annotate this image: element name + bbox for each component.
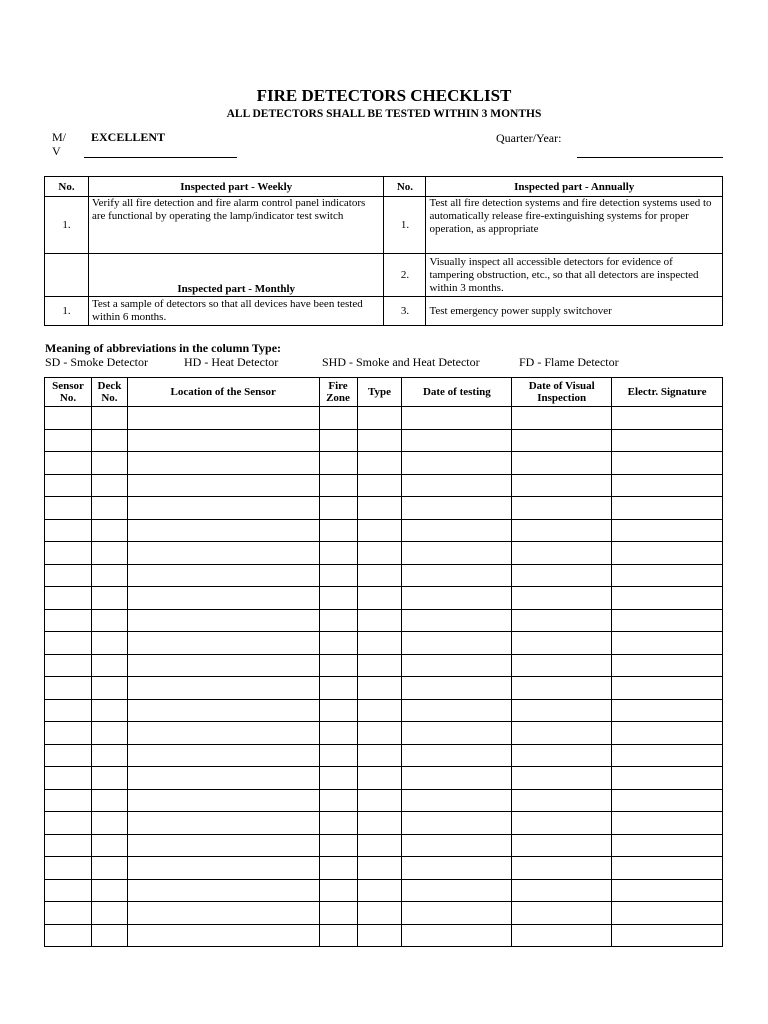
abbreviation-hd: HD - Heat Detector xyxy=(184,355,279,369)
table-cell[interactable] xyxy=(319,699,357,722)
table-cell[interactable] xyxy=(127,924,319,947)
abbreviations-title: Meaning of abbreviations in the column Type: xyxy=(45,341,282,355)
table-row xyxy=(45,767,723,790)
table-cell[interactable] xyxy=(402,609,512,632)
table-cell[interactable] xyxy=(45,924,92,947)
col-date-visual: Date of Visual Inspection xyxy=(512,378,612,407)
annual-item-no: 2. xyxy=(384,254,426,297)
table-cell[interactable] xyxy=(45,789,92,812)
table-cell[interactable] xyxy=(357,677,402,700)
table-cell[interactable] xyxy=(319,789,357,812)
table-cell[interactable] xyxy=(127,744,319,767)
table-cell[interactable] xyxy=(402,519,512,542)
table-cell[interactable] xyxy=(512,879,612,902)
col-signature: Electr. Signature xyxy=(612,378,723,407)
table-cell[interactable] xyxy=(127,699,319,722)
table-cell[interactable] xyxy=(357,497,402,520)
table-cell[interactable] xyxy=(319,744,357,767)
table-cell[interactable] xyxy=(402,677,512,700)
table-cell[interactable] xyxy=(91,587,127,610)
table-cell[interactable] xyxy=(512,722,612,745)
vessel-name-line xyxy=(84,157,237,158)
table-cell[interactable] xyxy=(357,812,402,835)
table-cell[interactable] xyxy=(45,902,92,925)
table-cell[interactable] xyxy=(402,407,512,430)
table-cell[interactable] xyxy=(402,744,512,767)
table-cell[interactable] xyxy=(402,452,512,475)
table-cell[interactable] xyxy=(357,632,402,655)
table-cell[interactable] xyxy=(402,924,512,947)
table-cell[interactable] xyxy=(45,609,92,632)
table-cell[interactable] xyxy=(127,834,319,857)
table-cell[interactable] xyxy=(612,902,723,925)
table-cell[interactable] xyxy=(45,677,92,700)
table-cell[interactable] xyxy=(402,587,512,610)
table-cell[interactable] xyxy=(512,632,612,655)
table-cell[interactable] xyxy=(91,429,127,452)
table-cell[interactable] xyxy=(512,519,612,542)
table-row xyxy=(45,857,723,880)
table-cell[interactable] xyxy=(357,857,402,880)
monthly-item-no: 1. xyxy=(45,297,89,326)
table-cell[interactable] xyxy=(127,812,319,835)
table-cell[interactable] xyxy=(402,789,512,812)
weekly-item-text: Verify all fire detection and fire alarm control panel indicators are functional by operating the lamp/indicator test switch xyxy=(88,197,384,254)
table-row xyxy=(45,407,723,430)
table-cell[interactable] xyxy=(512,452,612,475)
table-cell[interactable] xyxy=(357,407,402,430)
table-cell[interactable] xyxy=(512,699,612,722)
table-cell[interactable] xyxy=(402,879,512,902)
weekly-header: Inspected part - Weekly xyxy=(88,177,384,197)
table-cell[interactable] xyxy=(127,857,319,880)
table-cell[interactable] xyxy=(402,722,512,745)
table-cell[interactable] xyxy=(612,609,723,632)
table-cell[interactable] xyxy=(91,722,127,745)
table-cell[interactable] xyxy=(127,609,319,632)
table-cell[interactable] xyxy=(402,632,512,655)
table-cell[interactable] xyxy=(357,767,402,790)
table-cell[interactable] xyxy=(612,542,723,565)
table-cell[interactable] xyxy=(91,452,127,475)
table-cell[interactable] xyxy=(127,722,319,745)
table-cell[interactable] xyxy=(612,699,723,722)
table-cell[interactable] xyxy=(45,767,92,790)
table-cell[interactable] xyxy=(612,677,723,700)
table-row xyxy=(45,789,723,812)
table-cell[interactable] xyxy=(357,564,402,587)
table-cell[interactable] xyxy=(512,407,612,430)
table-cell[interactable] xyxy=(127,789,319,812)
monthly-header-no-cell xyxy=(45,254,89,297)
table-cell[interactable] xyxy=(512,429,612,452)
table-cell[interactable] xyxy=(91,564,127,587)
inspection-table xyxy=(44,176,723,326)
table-cell[interactable] xyxy=(127,654,319,677)
table-cell[interactable] xyxy=(127,452,319,475)
table-cell[interactable] xyxy=(612,789,723,812)
table-cell[interactable] xyxy=(357,519,402,542)
table-cell[interactable] xyxy=(127,879,319,902)
table-cell[interactable] xyxy=(512,789,612,812)
table-cell[interactable] xyxy=(91,519,127,542)
table-cell[interactable] xyxy=(91,677,127,700)
table-cell[interactable] xyxy=(512,924,612,947)
table-cell[interactable] xyxy=(45,654,92,677)
table-row xyxy=(45,722,723,745)
table-cell[interactable] xyxy=(402,857,512,880)
table-cell[interactable] xyxy=(612,429,723,452)
table-cell[interactable] xyxy=(357,924,402,947)
table-cell[interactable] xyxy=(127,519,319,542)
table-row xyxy=(45,474,723,497)
table-cell[interactable] xyxy=(91,924,127,947)
table-cell[interactable] xyxy=(45,497,92,520)
table-cell[interactable] xyxy=(612,812,723,835)
table-cell[interactable] xyxy=(319,542,357,565)
table-cell[interactable] xyxy=(612,834,723,857)
table-row xyxy=(45,587,723,610)
table-cell[interactable] xyxy=(612,767,723,790)
col-no-annual: No. xyxy=(384,177,426,197)
monthly-item-text: Test a sample of detectors so that all devices have been tested within 6 months. xyxy=(88,297,384,326)
table-cell[interactable] xyxy=(612,474,723,497)
table-cell[interactable] xyxy=(319,812,357,835)
table-cell[interactable] xyxy=(357,587,402,610)
table-cell[interactable] xyxy=(91,407,127,430)
table-row xyxy=(45,609,723,632)
table-cell[interactable] xyxy=(357,879,402,902)
table-cell[interactable] xyxy=(612,497,723,520)
table-cell[interactable] xyxy=(91,699,127,722)
table-cell[interactable] xyxy=(45,474,92,497)
table-cell[interactable] xyxy=(45,722,92,745)
table-cell[interactable] xyxy=(45,587,92,610)
table-cell[interactable] xyxy=(91,902,127,925)
col-sensor-no: Sensor No. xyxy=(45,378,92,407)
col-no-weekly: No. xyxy=(45,177,89,197)
table-cell[interactable] xyxy=(512,677,612,700)
table-cell[interactable] xyxy=(91,812,127,835)
monthly-header: Inspected part - Monthly xyxy=(88,254,384,297)
table-cell[interactable] xyxy=(91,542,127,565)
table-cell[interactable] xyxy=(402,654,512,677)
table-cell[interactable] xyxy=(512,767,612,790)
table-cell[interactable] xyxy=(612,722,723,745)
table-cell[interactable] xyxy=(402,429,512,452)
table-row xyxy=(45,519,723,542)
table-cell[interactable] xyxy=(319,677,357,700)
table-cell[interactable] xyxy=(612,407,723,430)
table-cell[interactable] xyxy=(612,587,723,610)
table-cell[interactable] xyxy=(357,699,402,722)
table-cell[interactable] xyxy=(512,834,612,857)
table-cell[interactable] xyxy=(45,407,92,430)
table-cell[interactable] xyxy=(612,857,723,880)
table-row xyxy=(45,654,723,677)
table-cell[interactable] xyxy=(512,654,612,677)
table-cell[interactable] xyxy=(91,654,127,677)
table-cell[interactable] xyxy=(127,497,319,520)
col-fire-zone: Fire Zone xyxy=(319,378,357,407)
table-row xyxy=(45,429,723,452)
table-cell[interactable] xyxy=(612,744,723,767)
table-cell[interactable] xyxy=(357,452,402,475)
table-cell[interactable] xyxy=(402,767,512,790)
table-cell[interactable] xyxy=(45,542,92,565)
table-cell[interactable] xyxy=(319,474,357,497)
table-cell[interactable] xyxy=(512,587,612,610)
col-deck-no: Deck No. xyxy=(91,378,127,407)
table-cell[interactable] xyxy=(127,429,319,452)
table-cell[interactable] xyxy=(319,452,357,475)
col-location: Location of the Sensor xyxy=(127,378,319,407)
table-cell[interactable] xyxy=(612,924,723,947)
table-cell[interactable] xyxy=(357,429,402,452)
table-row xyxy=(45,632,723,655)
table-row xyxy=(45,542,723,565)
col-date-testing: Date of testing xyxy=(402,378,512,407)
sensor-log-table xyxy=(44,377,723,947)
abbreviation-sd: SD - Smoke Detector xyxy=(45,355,148,369)
page-subtitle: ALL DETECTORS SHALL BE TESTED WITHIN 3 MONTHS xyxy=(226,108,542,120)
table-cell[interactable] xyxy=(45,879,92,902)
table-cell[interactable] xyxy=(319,902,357,925)
annual-item-text: Visually inspect all accessible detectors for evidence of tampering obstruction, etc., so that all detectors are inspected within 3 months. xyxy=(426,254,723,297)
table-cell[interactable] xyxy=(357,654,402,677)
table-cell[interactable] xyxy=(127,902,319,925)
table-cell[interactable] xyxy=(612,654,723,677)
table-cell[interactable] xyxy=(357,834,402,857)
table-cell[interactable] xyxy=(319,429,357,452)
table-cell[interactable] xyxy=(319,407,357,430)
page-title: FIRE DETECTORS CHECKLIST xyxy=(256,86,512,105)
table-cell[interactable] xyxy=(402,497,512,520)
table-row xyxy=(45,497,723,520)
table-cell[interactable] xyxy=(402,474,512,497)
table-cell[interactable] xyxy=(402,564,512,587)
table-cell[interactable] xyxy=(45,564,92,587)
table-cell[interactable] xyxy=(45,744,92,767)
table-cell[interactable] xyxy=(45,632,92,655)
vessel-name: EXCELLENT xyxy=(91,130,166,144)
table-cell[interactable] xyxy=(45,519,92,542)
table-cell[interactable] xyxy=(319,587,357,610)
quarter-year-label: Quarter/Year: xyxy=(496,131,562,145)
table-row xyxy=(45,564,723,587)
table-cell[interactable] xyxy=(45,857,92,880)
table-cell[interactable] xyxy=(319,654,357,677)
table-row xyxy=(45,452,723,475)
table-cell[interactable] xyxy=(45,429,92,452)
table-cell[interactable] xyxy=(612,452,723,475)
table-cell[interactable] xyxy=(319,564,357,587)
table-cell[interactable] xyxy=(402,812,512,835)
table-cell[interactable] xyxy=(512,474,612,497)
table-cell[interactable] xyxy=(512,744,612,767)
table-cell[interactable] xyxy=(357,744,402,767)
annual-item-no: 3. xyxy=(384,297,426,326)
table-cell[interactable] xyxy=(127,587,319,610)
table-cell[interactable] xyxy=(127,677,319,700)
table-cell[interactable] xyxy=(357,542,402,565)
table-cell[interactable] xyxy=(91,879,127,902)
table-cell[interactable] xyxy=(357,609,402,632)
table-cell[interactable] xyxy=(45,812,92,835)
table-cell[interactable] xyxy=(127,564,319,587)
table-cell[interactable] xyxy=(512,542,612,565)
table-cell[interactable] xyxy=(402,699,512,722)
table-cell[interactable] xyxy=(512,609,612,632)
table-cell[interactable] xyxy=(612,632,723,655)
table-row xyxy=(45,879,723,902)
abbreviation-shd: SHD - Smoke and Heat Detector xyxy=(322,355,480,369)
table-row xyxy=(45,744,723,767)
mv-label: M/ V xyxy=(52,130,67,158)
table-row xyxy=(45,812,723,835)
table-cell[interactable] xyxy=(91,834,127,857)
table-cell[interactable] xyxy=(319,924,357,947)
table-cell[interactable] xyxy=(127,474,319,497)
col-type: Type xyxy=(357,378,402,407)
table-cell[interactable] xyxy=(319,609,357,632)
table-cell[interactable] xyxy=(357,722,402,745)
table-cell[interactable] xyxy=(91,789,127,812)
table-cell[interactable] xyxy=(45,452,92,475)
table-cell[interactable] xyxy=(91,744,127,767)
table-row xyxy=(45,699,723,722)
table-cell[interactable] xyxy=(319,519,357,542)
table-cell[interactable] xyxy=(319,834,357,857)
table-row xyxy=(45,924,723,947)
table-cell[interactable] xyxy=(319,879,357,902)
abbreviation-fd: FD - Flame Detector xyxy=(519,355,619,369)
table-cell[interactable] xyxy=(91,609,127,632)
table-cell[interactable] xyxy=(45,699,92,722)
table-cell[interactable] xyxy=(612,564,723,587)
table-cell[interactable] xyxy=(402,902,512,925)
table-cell[interactable] xyxy=(91,474,127,497)
table-cell[interactable] xyxy=(512,812,612,835)
table-cell[interactable] xyxy=(357,902,402,925)
table-cell[interactable] xyxy=(357,474,402,497)
table-cell[interactable] xyxy=(319,767,357,790)
table-cell[interactable] xyxy=(612,519,723,542)
table-row xyxy=(45,677,723,700)
table-cell[interactable] xyxy=(512,564,612,587)
table-cell[interactable] xyxy=(91,767,127,790)
table-cell[interactable] xyxy=(612,879,723,902)
table-cell[interactable] xyxy=(319,497,357,520)
annual-item-no: 1. xyxy=(384,197,426,254)
table-cell[interactable] xyxy=(512,857,612,880)
table-cell[interactable] xyxy=(512,497,612,520)
table-cell[interactable] xyxy=(127,542,319,565)
table-cell[interactable] xyxy=(91,857,127,880)
table-cell[interactable] xyxy=(402,542,512,565)
table-cell[interactable] xyxy=(402,834,512,857)
table-row xyxy=(45,902,723,925)
annual-item-text: Test all fire detection systems and fire detection systems used to automatically release fire-extinguishing systems for proper operation, as appropriate xyxy=(426,197,723,254)
table-cell[interactable] xyxy=(319,857,357,880)
table-cell[interactable] xyxy=(127,407,319,430)
table-cell[interactable] xyxy=(512,902,612,925)
table-cell[interactable] xyxy=(91,632,127,655)
table-cell[interactable] xyxy=(319,632,357,655)
table-cell[interactable] xyxy=(91,497,127,520)
table-cell[interactable] xyxy=(357,789,402,812)
annual-header: Inspected part - Annually xyxy=(426,177,723,197)
quarter-year-line[interactable] xyxy=(577,157,723,158)
weekly-item-no: 1. xyxy=(45,197,89,254)
table-cell[interactable] xyxy=(127,767,319,790)
table-cell[interactable] xyxy=(319,722,357,745)
table-cell[interactable] xyxy=(45,834,92,857)
table-cell[interactable] xyxy=(127,632,319,655)
sensor-log-body xyxy=(45,407,723,947)
annual-item-text: Test emergency power supply switchover xyxy=(426,297,723,326)
table-row xyxy=(45,834,723,857)
